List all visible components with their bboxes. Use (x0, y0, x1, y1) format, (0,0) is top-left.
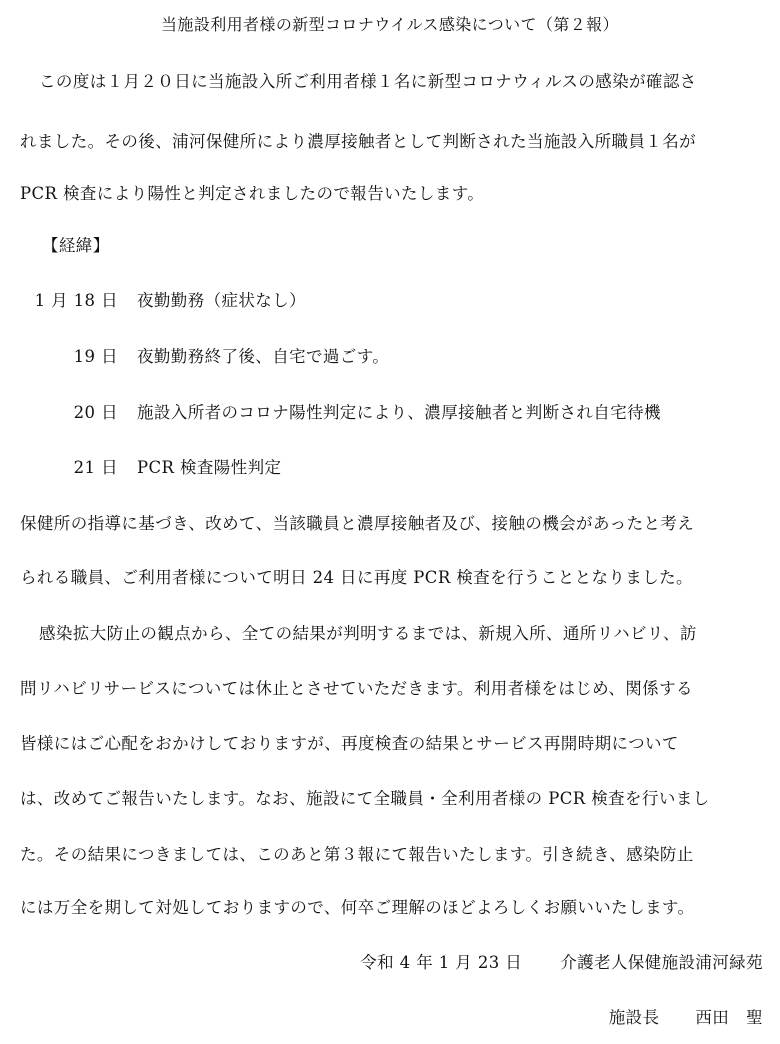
intro-line-3: PCR 検査により陽性と判定されましたので報告いたします。 (20, 184, 485, 203)
intro-line-2: れました。その後、浦河保健所により濃厚接触者として判断された当施設入所職員１名が (20, 132, 696, 151)
timeline-date: 1 月 18 日 (34, 291, 118, 310)
timeline-date: 21 日 (73, 458, 118, 477)
para3-line-6: には万全を期して対処しておりますので、何卒ご理解のほどよろしくお願いいたします。 (20, 898, 695, 917)
signature-name: 西田 聖 (695, 1008, 763, 1027)
para3-line-3: 皆様にはご心配をおかけしておりますが、再度検査の結果とサービス再開時期について (20, 734, 679, 753)
signature-line-date (0, 951, 763, 975)
timeline-date: 19 日 (73, 347, 118, 366)
signature-role: 施設長 (608, 1008, 660, 1027)
para2-line-1: 保健所の指導に基づき、改めて、当該職員と濃厚接触者及び、接触の機会があったと考え (20, 514, 695, 533)
intro-line-1: この度は１月２０日に当施設入所ご利用者様１名に新型コロナウィルスの感染が確認さ (39, 72, 697, 91)
para3-line-1: 感染拡大防止の観点から、全ての結果が判明するまでは、新規入所、通所リハビリ、訪 (39, 624, 697, 643)
para3-line-4: は、改めてご報告いたします。なお、施設にて全職員・全利用者様の PCR 検査を行いまし (20, 789, 710, 808)
para2-line-2: られる職員、ご利用者様について明日 24 日に再度 PCR 検査を行うこととなりました。 (20, 568, 693, 587)
signature-facility: 介護老人保健施設浦河緑苑 (560, 953, 763, 972)
document-title: 当施設利用者様の新型コロナウイルス感染について（第２報） (161, 15, 619, 34)
timeline-date: 20 日 (73, 403, 118, 422)
para3-line-2: 問リハビリサービスについては休止とさせていただきます。利用者様をはじめ、関係する (20, 679, 693, 698)
signature-date: 令和 4 年 1 月 23 日 (360, 953, 523, 972)
para3-line-5: た。その結果につきましては、このあと第３報にて報告いたします。引き続き、感染防止 (20, 845, 694, 864)
timeline-desc: 夜勤勤務終了後、自宅で過ごす。 (137, 347, 390, 366)
timeline-desc: 施設入所者のコロナ陽性判定により、濃厚接触者と判断され自宅待機 (137, 403, 661, 422)
signature-line-name (0, 1006, 763, 1030)
timeline-desc: 夜勤勤務（症状なし） (137, 291, 306, 310)
timeline-heading: 【経緯】 (42, 236, 110, 255)
timeline-desc: PCR 検査陽性判定 (137, 458, 282, 477)
